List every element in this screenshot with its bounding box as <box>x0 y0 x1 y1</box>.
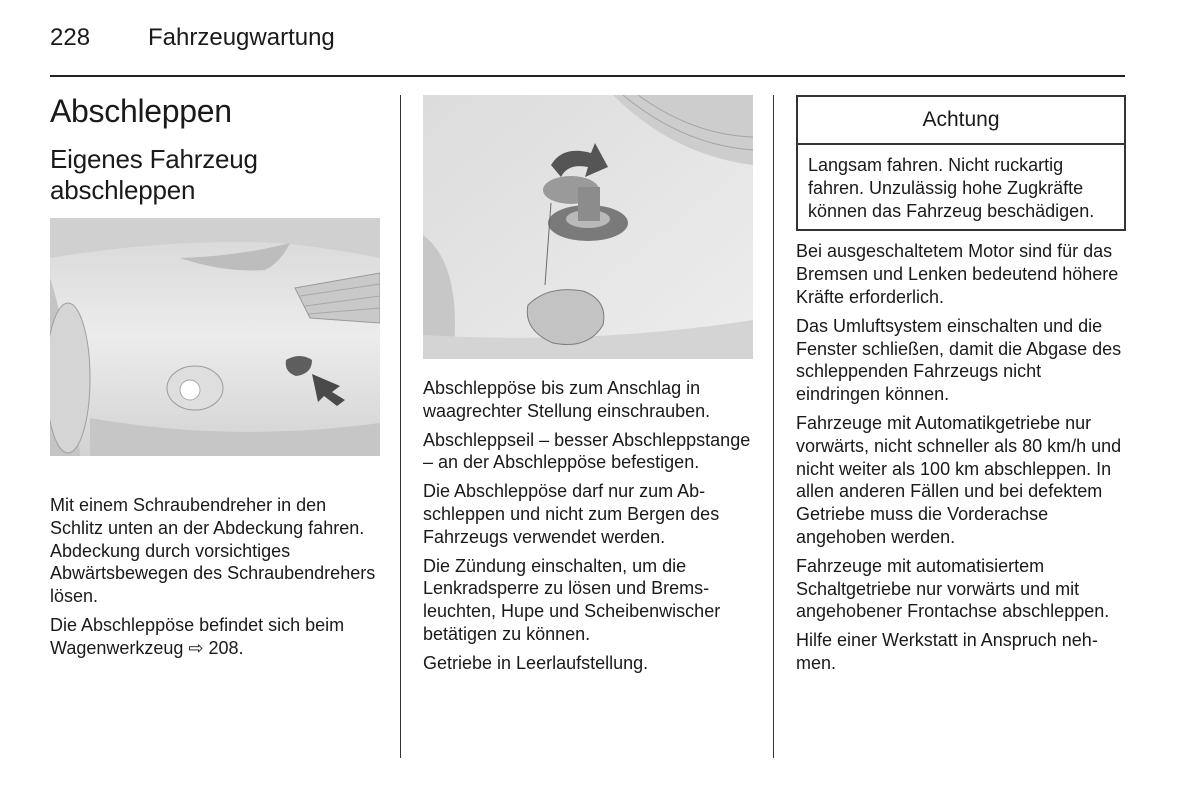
paragraph: Abschleppöse bis zum Anschlag in waagrechter Stellung einschrauben. <box>423 378 711 421</box>
illustration-front-bumper-cover <box>50 218 380 456</box>
paragraph: Abschleppseil – besser Abschleppstange – an der Abschleppöse befestigen. <box>423 429 751 473</box>
column-divider-2 <box>773 95 774 758</box>
warning-text: Langsam fahren. Nicht ruckartig fahren. Unzulässig hohe Zugkräfte können das Fahrzeug beschädigen. <box>808 155 1095 221</box>
subsection-heading: Eigenes Fahrzeug abschleppen <box>50 144 258 205</box>
header-divider <box>50 75 1125 77</box>
paragraph: Getriebe in Leerlaufstellung. <box>423 652 649 673</box>
warning-box <box>796 95 1126 231</box>
paragraph: Bei ausgeschaltetem Motor sind für das Bremsen und Lenken bedeutend höhere Kräfte erforderlich. <box>796 241 1119 307</box>
section-heading: Abschleppen <box>50 93 232 129</box>
column-1 <box>50 95 380 666</box>
column-divider-1 <box>400 95 401 758</box>
illustration-towing-eye <box>423 95 753 359</box>
warning-title: Achtung <box>798 97 1124 145</box>
paragraph: Die Abschleppöse befindet sich beim Wagenwerkzeug ⇨ 208. <box>50 614 345 658</box>
paragraph: Das Umluftsystem einschalten und die Fenster schließen, damit die Abgase des schleppenden Fahrzeugs nicht eindringen können. <box>796 315 1122 405</box>
paragraph: Mit einem Schraubendreher in den Schlitz unten an der Abdeckung fahren. Abdeckung durch vorsichtiges Abwärtsbewegen des Schraubendrehers lösen. <box>50 495 376 607</box>
column-2 <box>423 95 753 681</box>
column-3 <box>796 95 1126 681</box>
paragraph: Hilfe einer Werkstatt in Anspruch nehmen. <box>796 630 1098 673</box>
page-number: 228 <box>50 24 91 51</box>
paragraph: Fahrzeuge mit automatisiertem Schaltgetriebe nur vorwärts und mit angehobener Frontachse abschleppen. <box>796 555 1110 622</box>
chapter-title: Fahrzeugwartung <box>148 24 335 51</box>
paragraph: Die Abschleppöse darf nur zum Abschleppen und nicht zum Bergen des Fahrzeugs verwendet werden. <box>423 481 720 547</box>
paragraph: Fahrzeuge mit Automatikgetriebe nur vorwärts, nicht schneller als 80 km/h und nicht weiter als 100 km abschleppen. In allen anderen Fällen und bei defektem Getriebe muss die Vorderachse angehoben werden. <box>796 412 1122 547</box>
paragraph: Die Zündung einschalten, um die Lenkradsperre zu lösen und Bremsleuchten, Hupe und Scheibenwischer betätigen zu können. <box>423 555 721 644</box>
